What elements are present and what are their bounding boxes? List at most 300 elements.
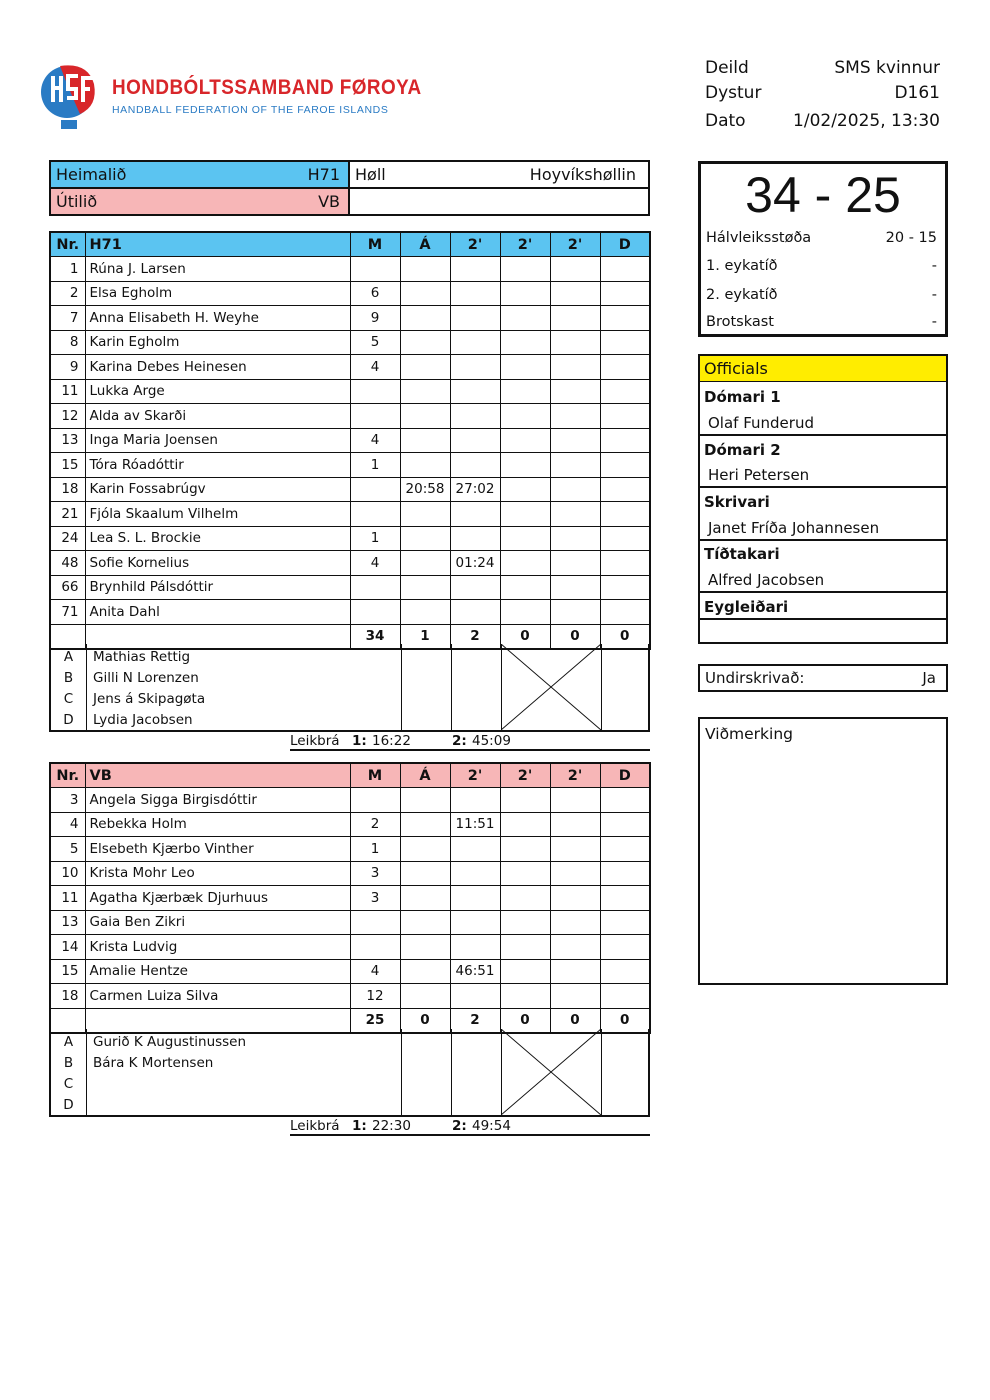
player-stat-s1: 46:51 bbox=[450, 959, 500, 984]
player-stat-d bbox=[600, 886, 650, 911]
player-stat-s1 bbox=[450, 453, 500, 478]
staff-name: Gurið K Augustinussen bbox=[93, 1034, 247, 1050]
away-players-table bbox=[49, 762, 651, 1034]
player-stat-a bbox=[400, 886, 450, 911]
player-stat-d bbox=[600, 910, 650, 935]
col-warning: Á bbox=[400, 232, 450, 257]
staff-letter: D bbox=[63, 712, 74, 728]
table-row bbox=[50, 861, 650, 886]
player-number: 10 bbox=[50, 861, 85, 886]
player-stat-a bbox=[400, 502, 450, 527]
player-stat-m: 2 bbox=[350, 812, 400, 837]
player-number: 15 bbox=[50, 959, 85, 984]
staff-name: Bára K Mortensen bbox=[93, 1055, 214, 1071]
player-stat-s1 bbox=[450, 910, 500, 935]
player-stat-s2 bbox=[500, 404, 550, 429]
home-team-row bbox=[51, 162, 648, 189]
player-stat-s1 bbox=[450, 502, 500, 527]
table-row bbox=[50, 404, 650, 429]
score-row-value: 20 - 15 bbox=[885, 230, 937, 246]
signed-label: Undirskrivað: bbox=[705, 669, 805, 687]
player-stat-s1 bbox=[450, 281, 500, 306]
player-name: Karin Fossabrúgv bbox=[85, 477, 350, 502]
player-stat-m bbox=[350, 257, 400, 282]
player-number: 8 bbox=[50, 330, 85, 355]
player-stat-s3 bbox=[550, 526, 600, 551]
player-name: Elsebeth Kjærbo Vinther bbox=[85, 837, 350, 862]
player-name: Anita Dahl bbox=[85, 600, 350, 625]
total-s1: 2 bbox=[450, 624, 500, 649]
player-stat-s1 bbox=[450, 404, 500, 429]
player-stat-s3 bbox=[550, 477, 600, 502]
player-stat-s2 bbox=[500, 910, 550, 935]
player-stat-a bbox=[400, 984, 450, 1009]
player-name: Fjóla Skaalum Vilhelm bbox=[85, 502, 350, 527]
table-row bbox=[50, 551, 650, 576]
table-row bbox=[50, 526, 650, 551]
player-stat-s3 bbox=[550, 600, 600, 625]
player-stat-m bbox=[350, 600, 400, 625]
player-stat-s3 bbox=[550, 551, 600, 576]
remarks-box bbox=[698, 717, 948, 985]
player-stat-s3 bbox=[550, 281, 600, 306]
player-name: Elsa Egholm bbox=[85, 281, 350, 306]
meta-value: D161 bbox=[894, 83, 940, 103]
meta-value: SMS kvinnur bbox=[834, 58, 940, 78]
total-s3: 0 bbox=[550, 1008, 600, 1033]
player-stat-m: 4 bbox=[350, 551, 400, 576]
staff-name: Mathias Rettig bbox=[93, 649, 191, 665]
federation-logo-icon bbox=[40, 62, 98, 132]
player-stat-s1 bbox=[450, 788, 500, 813]
player-number: 7 bbox=[50, 306, 85, 331]
official-name: Olaf Funderud bbox=[708, 414, 814, 432]
col-warning: Á bbox=[400, 763, 450, 788]
staff-cross-icon bbox=[501, 644, 601, 730]
player-stat-s1 bbox=[450, 306, 500, 331]
player-stat-d bbox=[600, 355, 650, 380]
player-name: Amalie Hentze bbox=[85, 959, 350, 984]
away-team-row bbox=[51, 189, 648, 214]
col-disqualified: D bbox=[600, 763, 650, 788]
table-row bbox=[50, 812, 650, 837]
federation-name: HONDBÓLTSSAMBAND FØROYA bbox=[112, 76, 422, 99]
table-row bbox=[50, 886, 650, 911]
player-stat-d bbox=[600, 330, 650, 355]
player-stat-s2 bbox=[500, 984, 550, 1009]
home-label: Heimalið bbox=[56, 165, 127, 184]
staff-letter: B bbox=[63, 1055, 74, 1071]
player-number: 48 bbox=[50, 551, 85, 576]
player-number: 15 bbox=[50, 453, 85, 478]
player-name: Alda av Skarði bbox=[85, 404, 350, 429]
player-stat-s3 bbox=[550, 257, 600, 282]
total-m: 25 bbox=[350, 1008, 400, 1033]
score-row-value: - bbox=[931, 258, 937, 274]
score-row-label: 2. eykatíð bbox=[706, 287, 778, 303]
table-row bbox=[50, 935, 650, 960]
total-a: 1 bbox=[400, 624, 450, 649]
player-stat-d bbox=[600, 428, 650, 453]
col-suspension-1: 2' bbox=[450, 232, 500, 257]
score-row-label: 1. eykatíð bbox=[706, 258, 778, 274]
player-stat-m: 6 bbox=[350, 281, 400, 306]
player-stat-m: 1 bbox=[350, 526, 400, 551]
player-stat-s3 bbox=[550, 886, 600, 911]
player-stat-s3 bbox=[550, 861, 600, 886]
player-name: Sofie Kornelius bbox=[85, 551, 350, 576]
player-number: 1 bbox=[50, 257, 85, 282]
player-stat-s1: 01:24 bbox=[450, 551, 500, 576]
hall-label: Høll bbox=[355, 165, 386, 184]
player-stat-s1 bbox=[450, 379, 500, 404]
away-code: VB bbox=[318, 192, 340, 211]
official-role: Dómari 1 bbox=[704, 388, 781, 406]
player-number: 13 bbox=[50, 910, 85, 935]
signed-value: Ja bbox=[922, 669, 936, 687]
staff-letter: A bbox=[63, 649, 74, 665]
officials-box bbox=[698, 354, 948, 644]
table-header-row bbox=[50, 232, 650, 257]
player-stat-d bbox=[600, 502, 650, 527]
player-stat-d bbox=[600, 959, 650, 984]
meta-label: Dystur bbox=[705, 83, 762, 103]
score-row-value: - bbox=[931, 287, 937, 303]
player-stat-s2 bbox=[500, 526, 550, 551]
col-disqualified: D bbox=[600, 232, 650, 257]
player-name: Gaia Ben Zikri bbox=[85, 910, 350, 935]
player-stat-s3 bbox=[550, 812, 600, 837]
player-number: 24 bbox=[50, 526, 85, 551]
score-row-halftime bbox=[706, 230, 937, 246]
player-stat-a bbox=[400, 910, 450, 935]
timeout-2-label: 2: bbox=[452, 733, 467, 749]
player-stat-s3 bbox=[550, 837, 600, 862]
table-row bbox=[50, 575, 650, 600]
player-stat-s1 bbox=[450, 428, 500, 453]
table-row bbox=[50, 984, 650, 1009]
timeout-1-label: 1: bbox=[352, 733, 367, 749]
player-stat-a bbox=[400, 355, 450, 380]
player-stat-s1 bbox=[450, 861, 500, 886]
player-stat-d bbox=[600, 788, 650, 813]
staff-letter: C bbox=[63, 691, 74, 707]
total-d: 0 bbox=[600, 624, 650, 649]
player-stat-a: 20:58 bbox=[400, 477, 450, 502]
player-number: 66 bbox=[50, 575, 85, 600]
player-stat-d bbox=[600, 404, 650, 429]
score-box bbox=[698, 161, 948, 337]
player-stat-a bbox=[400, 575, 450, 600]
player-stat-s2 bbox=[500, 886, 550, 911]
player-stat-a bbox=[400, 330, 450, 355]
player-stat-s1 bbox=[450, 984, 500, 1009]
player-stat-s2 bbox=[500, 861, 550, 886]
player-number: 9 bbox=[50, 355, 85, 380]
player-stat-m bbox=[350, 502, 400, 527]
staff-name: Gilli N Lorenzen bbox=[93, 670, 199, 686]
total-d: 0 bbox=[600, 1008, 650, 1033]
player-name: Lukka Arge bbox=[85, 379, 350, 404]
player-number: 18 bbox=[50, 477, 85, 502]
player-stat-s2 bbox=[500, 428, 550, 453]
player-number: 11 bbox=[50, 379, 85, 404]
player-stat-d bbox=[600, 984, 650, 1009]
col-nr: Nr. bbox=[50, 232, 85, 257]
player-stat-a bbox=[400, 404, 450, 429]
player-stat-s1 bbox=[450, 355, 500, 380]
official-role: Skrivari bbox=[704, 493, 770, 511]
staff-letter: B bbox=[63, 670, 74, 686]
player-name: Angela Sigga Birgisdóttir bbox=[85, 788, 350, 813]
meta-value: 1/02/2025, 13:30 bbox=[793, 111, 940, 131]
table-row bbox=[50, 453, 650, 478]
player-number: 14 bbox=[50, 935, 85, 960]
player-stat-d bbox=[600, 575, 650, 600]
player-number: 18 bbox=[50, 984, 85, 1009]
table-row bbox=[50, 281, 650, 306]
player-name: Anna Elisabeth H. Weyhe bbox=[85, 306, 350, 331]
player-name: Brynhild Pálsdóttir bbox=[85, 575, 350, 600]
player-stat-d bbox=[600, 453, 650, 478]
staff-name: Jens á Skipagøta bbox=[93, 691, 206, 707]
player-name: Agatha Kjærbæk Djurhuus bbox=[85, 886, 350, 911]
player-name: Inga Maria Joensen bbox=[85, 428, 350, 453]
timeout-2-value: 49:54 bbox=[472, 1118, 511, 1134]
col-suspension-3: 2' bbox=[550, 763, 600, 788]
player-stat-m bbox=[350, 477, 400, 502]
total-s2: 0 bbox=[500, 1008, 550, 1033]
staff-cross-icon bbox=[501, 1029, 601, 1115]
staff-letter: C bbox=[63, 1076, 74, 1092]
player-stat-a bbox=[400, 861, 450, 886]
player-stat-m: 3 bbox=[350, 886, 400, 911]
col-nr: Nr. bbox=[50, 763, 85, 788]
player-stat-a bbox=[400, 837, 450, 862]
player-stat-s3 bbox=[550, 453, 600, 478]
home-staff bbox=[49, 644, 650, 732]
player-number: 12 bbox=[50, 404, 85, 429]
staff-name: Lydia Jacobsen bbox=[93, 712, 193, 728]
player-stat-s3 bbox=[550, 502, 600, 527]
officials-title: Officials bbox=[700, 356, 946, 382]
player-stat-d bbox=[600, 600, 650, 625]
score-row-label: Hálvleiksstøða bbox=[706, 230, 812, 246]
player-stat-a bbox=[400, 551, 450, 576]
player-stat-s2 bbox=[500, 257, 550, 282]
player-stat-s3 bbox=[550, 379, 600, 404]
player-stat-d bbox=[600, 861, 650, 886]
player-stat-s3 bbox=[550, 935, 600, 960]
table-row bbox=[50, 837, 650, 862]
player-stat-s2 bbox=[500, 453, 550, 478]
timeout-2-value: 45:09 bbox=[472, 733, 511, 749]
player-stat-s1 bbox=[450, 330, 500, 355]
player-stat-s2 bbox=[500, 812, 550, 837]
table-header-row bbox=[50, 763, 650, 788]
meta-label: Deild bbox=[705, 58, 749, 78]
federation-subtitle: HANDBALL FEDERATION OF THE FAROE ISLANDS bbox=[112, 104, 389, 116]
player-stat-s2 bbox=[500, 306, 550, 331]
player-stat-a bbox=[400, 935, 450, 960]
player-stat-m bbox=[350, 404, 400, 429]
player-number: 4 bbox=[50, 812, 85, 837]
player-stat-m bbox=[350, 910, 400, 935]
player-name: Krista Mohr Leo bbox=[85, 861, 350, 886]
home-timeouts bbox=[290, 731, 650, 751]
staff-letter: D bbox=[63, 1097, 74, 1113]
official-name: Heri Petersen bbox=[708, 466, 810, 484]
timeout-2-label: 2: bbox=[452, 1118, 467, 1134]
player-stat-s2 bbox=[500, 935, 550, 960]
player-stat-d bbox=[600, 812, 650, 837]
official-role: Eygleiðari bbox=[704, 598, 789, 616]
player-stat-m: 1 bbox=[350, 453, 400, 478]
official-role: Dómari 2 bbox=[704, 441, 781, 459]
player-stat-m: 1 bbox=[350, 837, 400, 862]
player-stat-s1 bbox=[450, 935, 500, 960]
player-stat-s1 bbox=[450, 526, 500, 551]
player-stat-s3 bbox=[550, 355, 600, 380]
col-suspension-3: 2' bbox=[550, 232, 600, 257]
table-row bbox=[50, 330, 650, 355]
player-stat-s2 bbox=[500, 959, 550, 984]
player-stat-s2 bbox=[500, 281, 550, 306]
player-stat-s2 bbox=[500, 379, 550, 404]
player-stat-s1: 11:51 bbox=[450, 812, 500, 837]
final-score: 34 - 25 bbox=[745, 167, 901, 223]
signed-box bbox=[698, 664, 948, 692]
total-m: 34 bbox=[350, 624, 400, 649]
player-stat-m: 4 bbox=[350, 959, 400, 984]
player-stat-s2 bbox=[500, 502, 550, 527]
col-goals: M bbox=[350, 232, 400, 257]
player-stat-s1 bbox=[450, 257, 500, 282]
table-row bbox=[50, 379, 650, 404]
timeout-label: Leikbrá bbox=[290, 1118, 340, 1134]
table-row bbox=[50, 257, 650, 282]
player-name: Karina Debes Heinesen bbox=[85, 355, 350, 380]
timeout-label: Leikbrá bbox=[290, 733, 340, 749]
player-stat-s3 bbox=[550, 428, 600, 453]
table-row bbox=[50, 600, 650, 625]
home-players-table bbox=[49, 231, 651, 650]
player-stat-m: 3 bbox=[350, 861, 400, 886]
player-name: Carmen Luiza Silva bbox=[85, 984, 350, 1009]
player-stat-s2 bbox=[500, 600, 550, 625]
player-number: 2 bbox=[50, 281, 85, 306]
score-row-label: Brotskast bbox=[706, 314, 774, 330]
player-stat-a bbox=[400, 428, 450, 453]
score-row-penalties bbox=[706, 314, 937, 330]
player-stat-m bbox=[350, 379, 400, 404]
player-stat-m bbox=[350, 935, 400, 960]
player-stat-m bbox=[350, 788, 400, 813]
col-goals: M bbox=[350, 763, 400, 788]
player-stat-m: 12 bbox=[350, 984, 400, 1009]
meta-label: Dato bbox=[705, 111, 746, 131]
player-stat-a bbox=[400, 812, 450, 837]
player-stat-a bbox=[400, 526, 450, 551]
player-stat-m: 4 bbox=[350, 428, 400, 453]
col-suspension-2: 2' bbox=[500, 763, 550, 788]
player-stat-s2 bbox=[500, 355, 550, 380]
player-name: Krista Ludvig bbox=[85, 935, 350, 960]
player-stat-d bbox=[600, 281, 650, 306]
total-s1: 2 bbox=[450, 1008, 500, 1033]
player-stat-a bbox=[400, 306, 450, 331]
official-name: Alfred Jacobsen bbox=[708, 571, 825, 589]
player-stat-m: 5 bbox=[350, 330, 400, 355]
player-stat-s2 bbox=[500, 330, 550, 355]
player-stat-a bbox=[400, 788, 450, 813]
player-stat-d bbox=[600, 306, 650, 331]
player-number: 71 bbox=[50, 600, 85, 625]
official-name: Janet Fríða Johannesen bbox=[708, 519, 880, 537]
player-stat-s1 bbox=[450, 886, 500, 911]
player-stat-d bbox=[600, 935, 650, 960]
player-stat-a bbox=[400, 959, 450, 984]
score-row-overtime-2 bbox=[706, 287, 937, 303]
col-suspension-2: 2' bbox=[500, 232, 550, 257]
player-stat-a bbox=[400, 257, 450, 282]
away-staff bbox=[49, 1029, 650, 1117]
table-row bbox=[50, 355, 650, 380]
staff-letter: A bbox=[63, 1034, 74, 1050]
teams-header bbox=[49, 160, 650, 216]
player-stat-d bbox=[600, 837, 650, 862]
player-stat-m: 4 bbox=[350, 355, 400, 380]
player-number: 21 bbox=[50, 502, 85, 527]
player-stat-d bbox=[600, 379, 650, 404]
timeout-1-value: 22:30 bbox=[372, 1118, 411, 1134]
table-row bbox=[50, 306, 650, 331]
hall-name: Hoyvíkshøllin bbox=[529, 165, 636, 184]
player-stat-s3 bbox=[550, 910, 600, 935]
score-row-value: - bbox=[931, 314, 937, 330]
meta-row-match bbox=[705, 83, 940, 103]
player-number: 5 bbox=[50, 837, 85, 862]
table-row bbox=[50, 428, 650, 453]
player-stat-s2 bbox=[500, 477, 550, 502]
player-name: Karin Egholm bbox=[85, 330, 350, 355]
player-stat-d bbox=[600, 526, 650, 551]
player-stat-s2 bbox=[500, 837, 550, 862]
total-a: 0 bbox=[400, 1008, 450, 1033]
player-stat-d bbox=[600, 477, 650, 502]
player-stat-s1: 27:02 bbox=[450, 477, 500, 502]
away-timeouts bbox=[290, 1116, 650, 1136]
player-name: Lea S. L. Brockie bbox=[85, 526, 350, 551]
col-team: VB bbox=[85, 763, 350, 788]
away-label: Útilið bbox=[56, 192, 98, 211]
player-stat-s3 bbox=[550, 984, 600, 1009]
player-stat-a bbox=[400, 281, 450, 306]
player-stat-m: 9 bbox=[350, 306, 400, 331]
table-row bbox=[50, 477, 650, 502]
total-s2: 0 bbox=[500, 624, 550, 649]
player-stat-s3 bbox=[550, 306, 600, 331]
remarks-label: Viðmerking bbox=[705, 725, 794, 743]
timeout-1-value: 16:22 bbox=[372, 733, 411, 749]
player-stat-s1 bbox=[450, 837, 500, 862]
player-stat-s2 bbox=[500, 551, 550, 576]
total-s3: 0 bbox=[550, 624, 600, 649]
player-stat-m bbox=[350, 575, 400, 600]
player-name: Rebekka Holm bbox=[85, 812, 350, 837]
player-number: 13 bbox=[50, 428, 85, 453]
player-stat-s3 bbox=[550, 575, 600, 600]
